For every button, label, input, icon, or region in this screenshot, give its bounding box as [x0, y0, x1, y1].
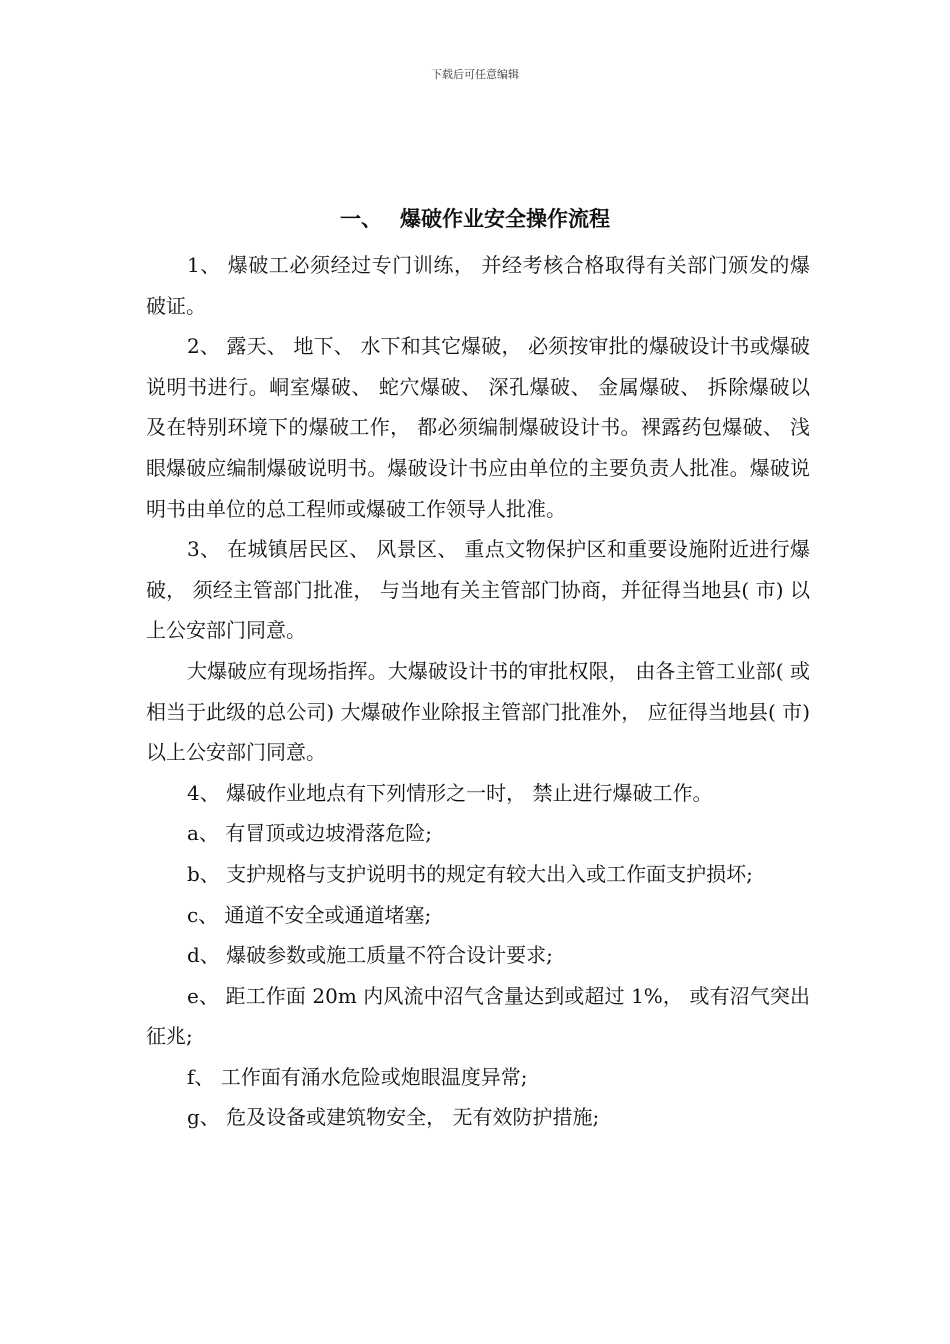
paragraph-3: 3、 在城镇居民区、 风景区、 重点文物保护区和重要设施附近进行爆破， 须经主管部门批准， 与当地有关主管部门协商，并征得当地县( 市) 以上公安部门同意。: [146, 537, 810, 643]
paragraph-4: 4、 爆破作业地点有下列情形之一时， 禁止进行爆破工作。: [187, 780, 713, 805]
list-item-c: c、 通道不安全或通道堵塞;: [187, 902, 432, 927]
document-body: [146, 245, 817, 1138]
list-item-f: f、 工作面有涌水危险或炮眼温度异常;: [187, 1064, 528, 1089]
paragraph-2: 2、 露天、 地下、 水下和其它爆破， 必须按审批的爆破设计书或爆破说明书进行。峒室爆破、 蛇穴爆破、 深孔爆破、 金属爆破、 拆除爆破以及在特别环境下的爆破工作， 都必须编制爆破设计书。裸露药包爆破、 浅眼爆破应编制爆破说明书。爆破设计书应由单位的主要负责人批准。爆破说明书由单位的总工程师或爆破工作领导人批准。: [146, 334, 810, 521]
section-title: 爆破作业安全操作流程: [400, 207, 610, 231]
list-item-b: b、 支护规格与支护说明书的规定有较大出入或工作面支护损坏;: [187, 861, 753, 886]
list-item-g: g、 危及设备或建筑物安全， 无有效防护措施;: [187, 1105, 600, 1130]
page-title: [0, 203, 950, 233]
list-item-d: d、 爆破参数或施工质量不符合设计要求;: [187, 943, 553, 968]
list-item-a: a、 有冒顶或边坡滑落危险;: [187, 821, 433, 846]
list-item-e: e、 距工作面 20m 内风流中沼气含量达到或超过 1%， 或有沼气突出征兆;: [146, 983, 810, 1049]
section-number: 一、: [340, 207, 382, 231]
paragraph-1: 1、 爆破工必须经过专门训练， 并经考核合格取得有关部门颁发的爆破证。: [146, 253, 810, 318]
header-note: 下载后可任意编辑: [431, 68, 519, 81]
paragraph-major-blasting: 大爆破应有现场指挥。大爆破设计书的审批权限， 由各主管工业部( 或相当于此级的总公司) 大爆破作业除报主管部门批准外， 应征得当地县( 市) 以上公安部门同意。: [146, 658, 817, 765]
